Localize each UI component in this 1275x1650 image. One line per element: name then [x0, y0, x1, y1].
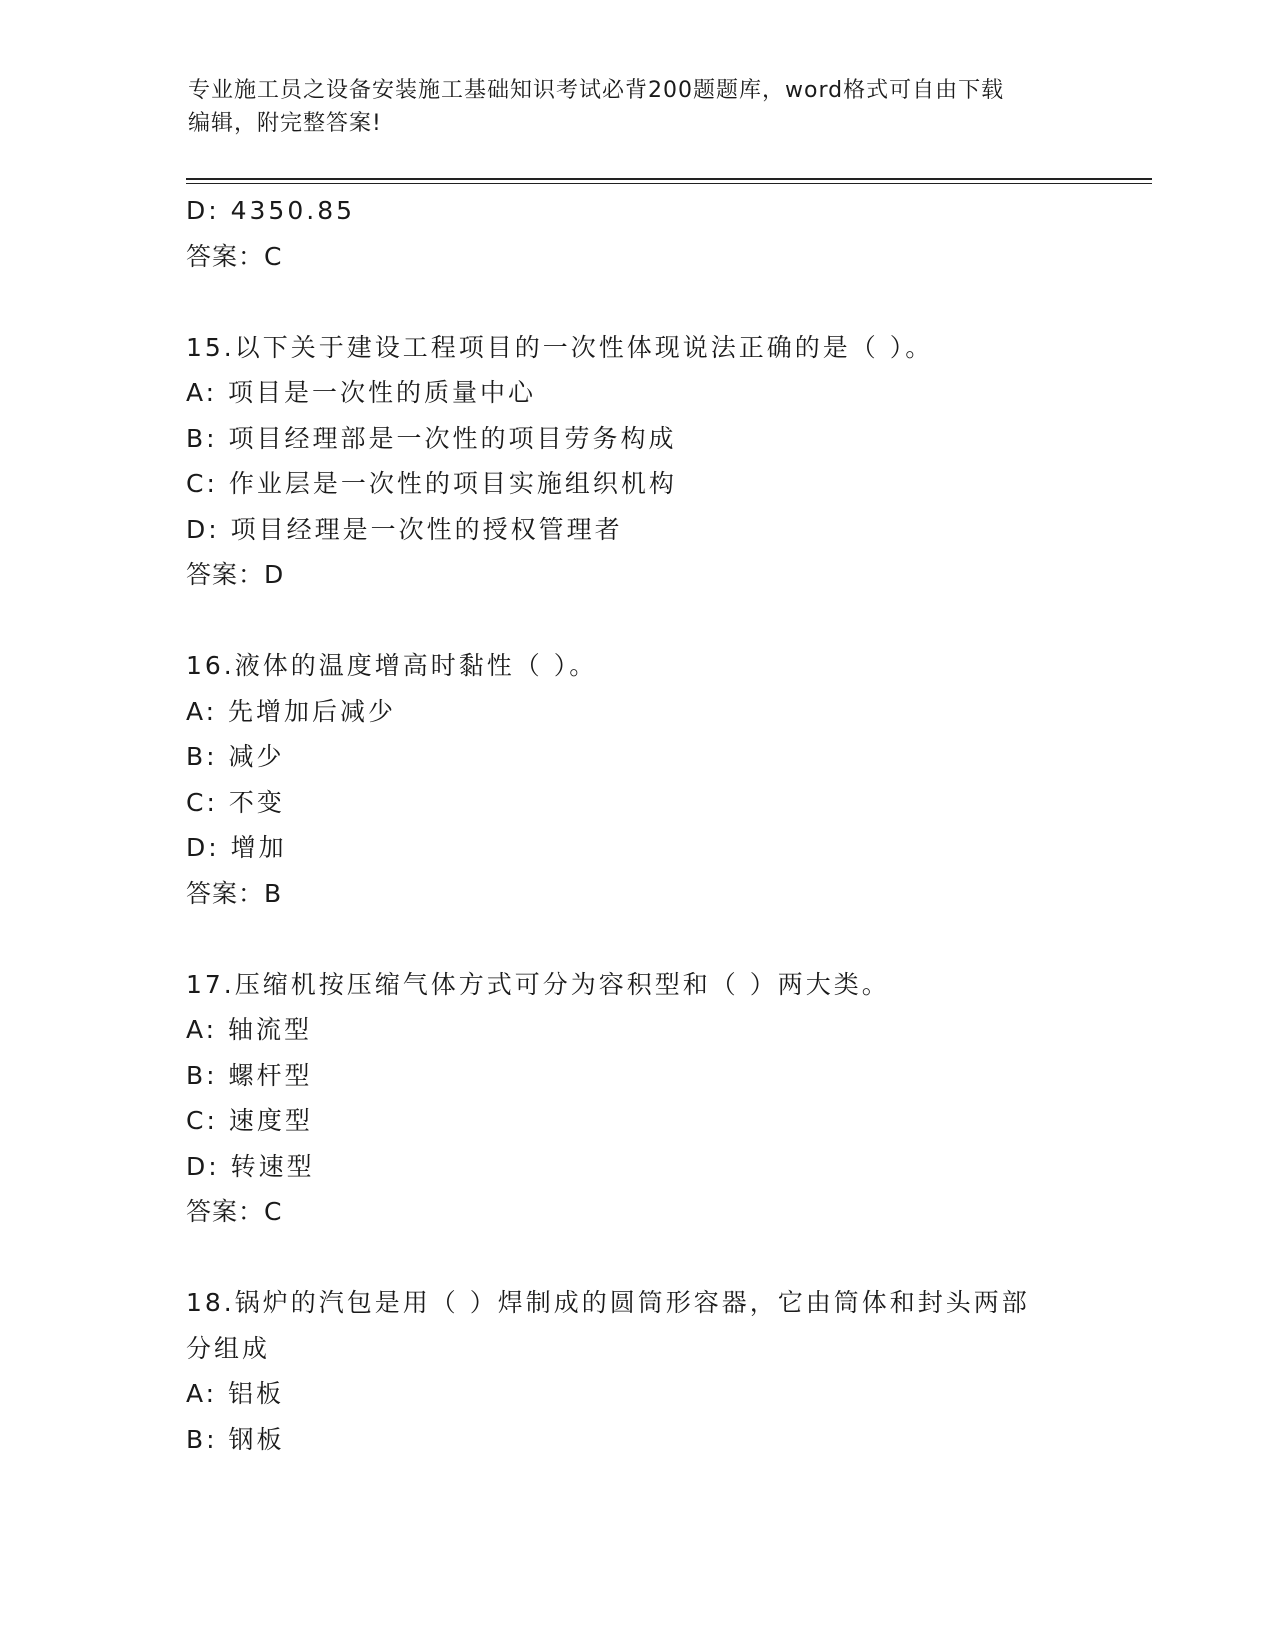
spacer [186, 598, 1086, 644]
answer-line: 答案：D [186, 560, 285, 589]
spacer [186, 916, 1086, 962]
option-a: A: 轴流型 [186, 1015, 313, 1044]
header-line-1: 专业施工员之设备安装施工基础知识考试必背200题题库，word格式可自由下载 [188, 78, 1005, 103]
option-b: B: 项目经理部是一次性的项目劳务构成 [186, 423, 677, 453]
question-stem-line-1: 18.锅炉的汽包是用（ ）焊制成的圆筒形容器，它由筒体和封头两部 [186, 1288, 1030, 1317]
header-rule-thick [186, 178, 1152, 180]
answer-line: 答案：B [186, 878, 283, 908]
question-stem-line-2: 分组成 [186, 1333, 271, 1363]
document-header [188, 74, 1078, 140]
option-d: D: 增加 [186, 833, 287, 862]
spacer [186, 1235, 1086, 1281]
spacer [186, 279, 1086, 325]
question-list [186, 188, 1086, 1462]
option-d: D: 转速型 [186, 1151, 315, 1181]
option-a: A: 先增加后减少 [186, 696, 397, 726]
answer-line: 答案：C [186, 241, 283, 271]
option-c: C: 作业层是一次性的项目实施组织机构 [186, 469, 677, 498]
question-16 [186, 643, 1086, 916]
option-d: D: 4350.85 [186, 196, 356, 225]
answer-line: 答案：C [186, 1197, 283, 1226]
question-17 [186, 962, 1086, 1235]
question-stem: 16.液体的温度增高时黏性（ ）。 [186, 651, 598, 680]
header-rule-thin [186, 183, 1152, 184]
option-c: C: 不变 [186, 787, 285, 817]
question-stem: 15.以下关于建设工程项目的一次性体现说法正确的是（ ）。 [186, 332, 934, 362]
option-b: B: 钢板 [186, 1424, 285, 1454]
option-d: D: 项目经理是一次性的授权管理者 [186, 514, 623, 544]
option-a: A: 项目是一次性的质量中心 [186, 378, 537, 407]
option-c: C: 速度型 [186, 1106, 313, 1135]
option-b: B: 减少 [186, 742, 285, 771]
header-line-2: 编辑，附完整答案! [188, 111, 382, 136]
question-stem: 17.压缩机按压缩气体方式可分为容积型和（ ）两大类。 [186, 969, 890, 999]
option-b: B: 螺杆型 [186, 1060, 313, 1090]
question-18 [186, 1280, 1086, 1462]
question-15 [186, 325, 1086, 598]
option-a: A: 铝板 [186, 1379, 285, 1408]
